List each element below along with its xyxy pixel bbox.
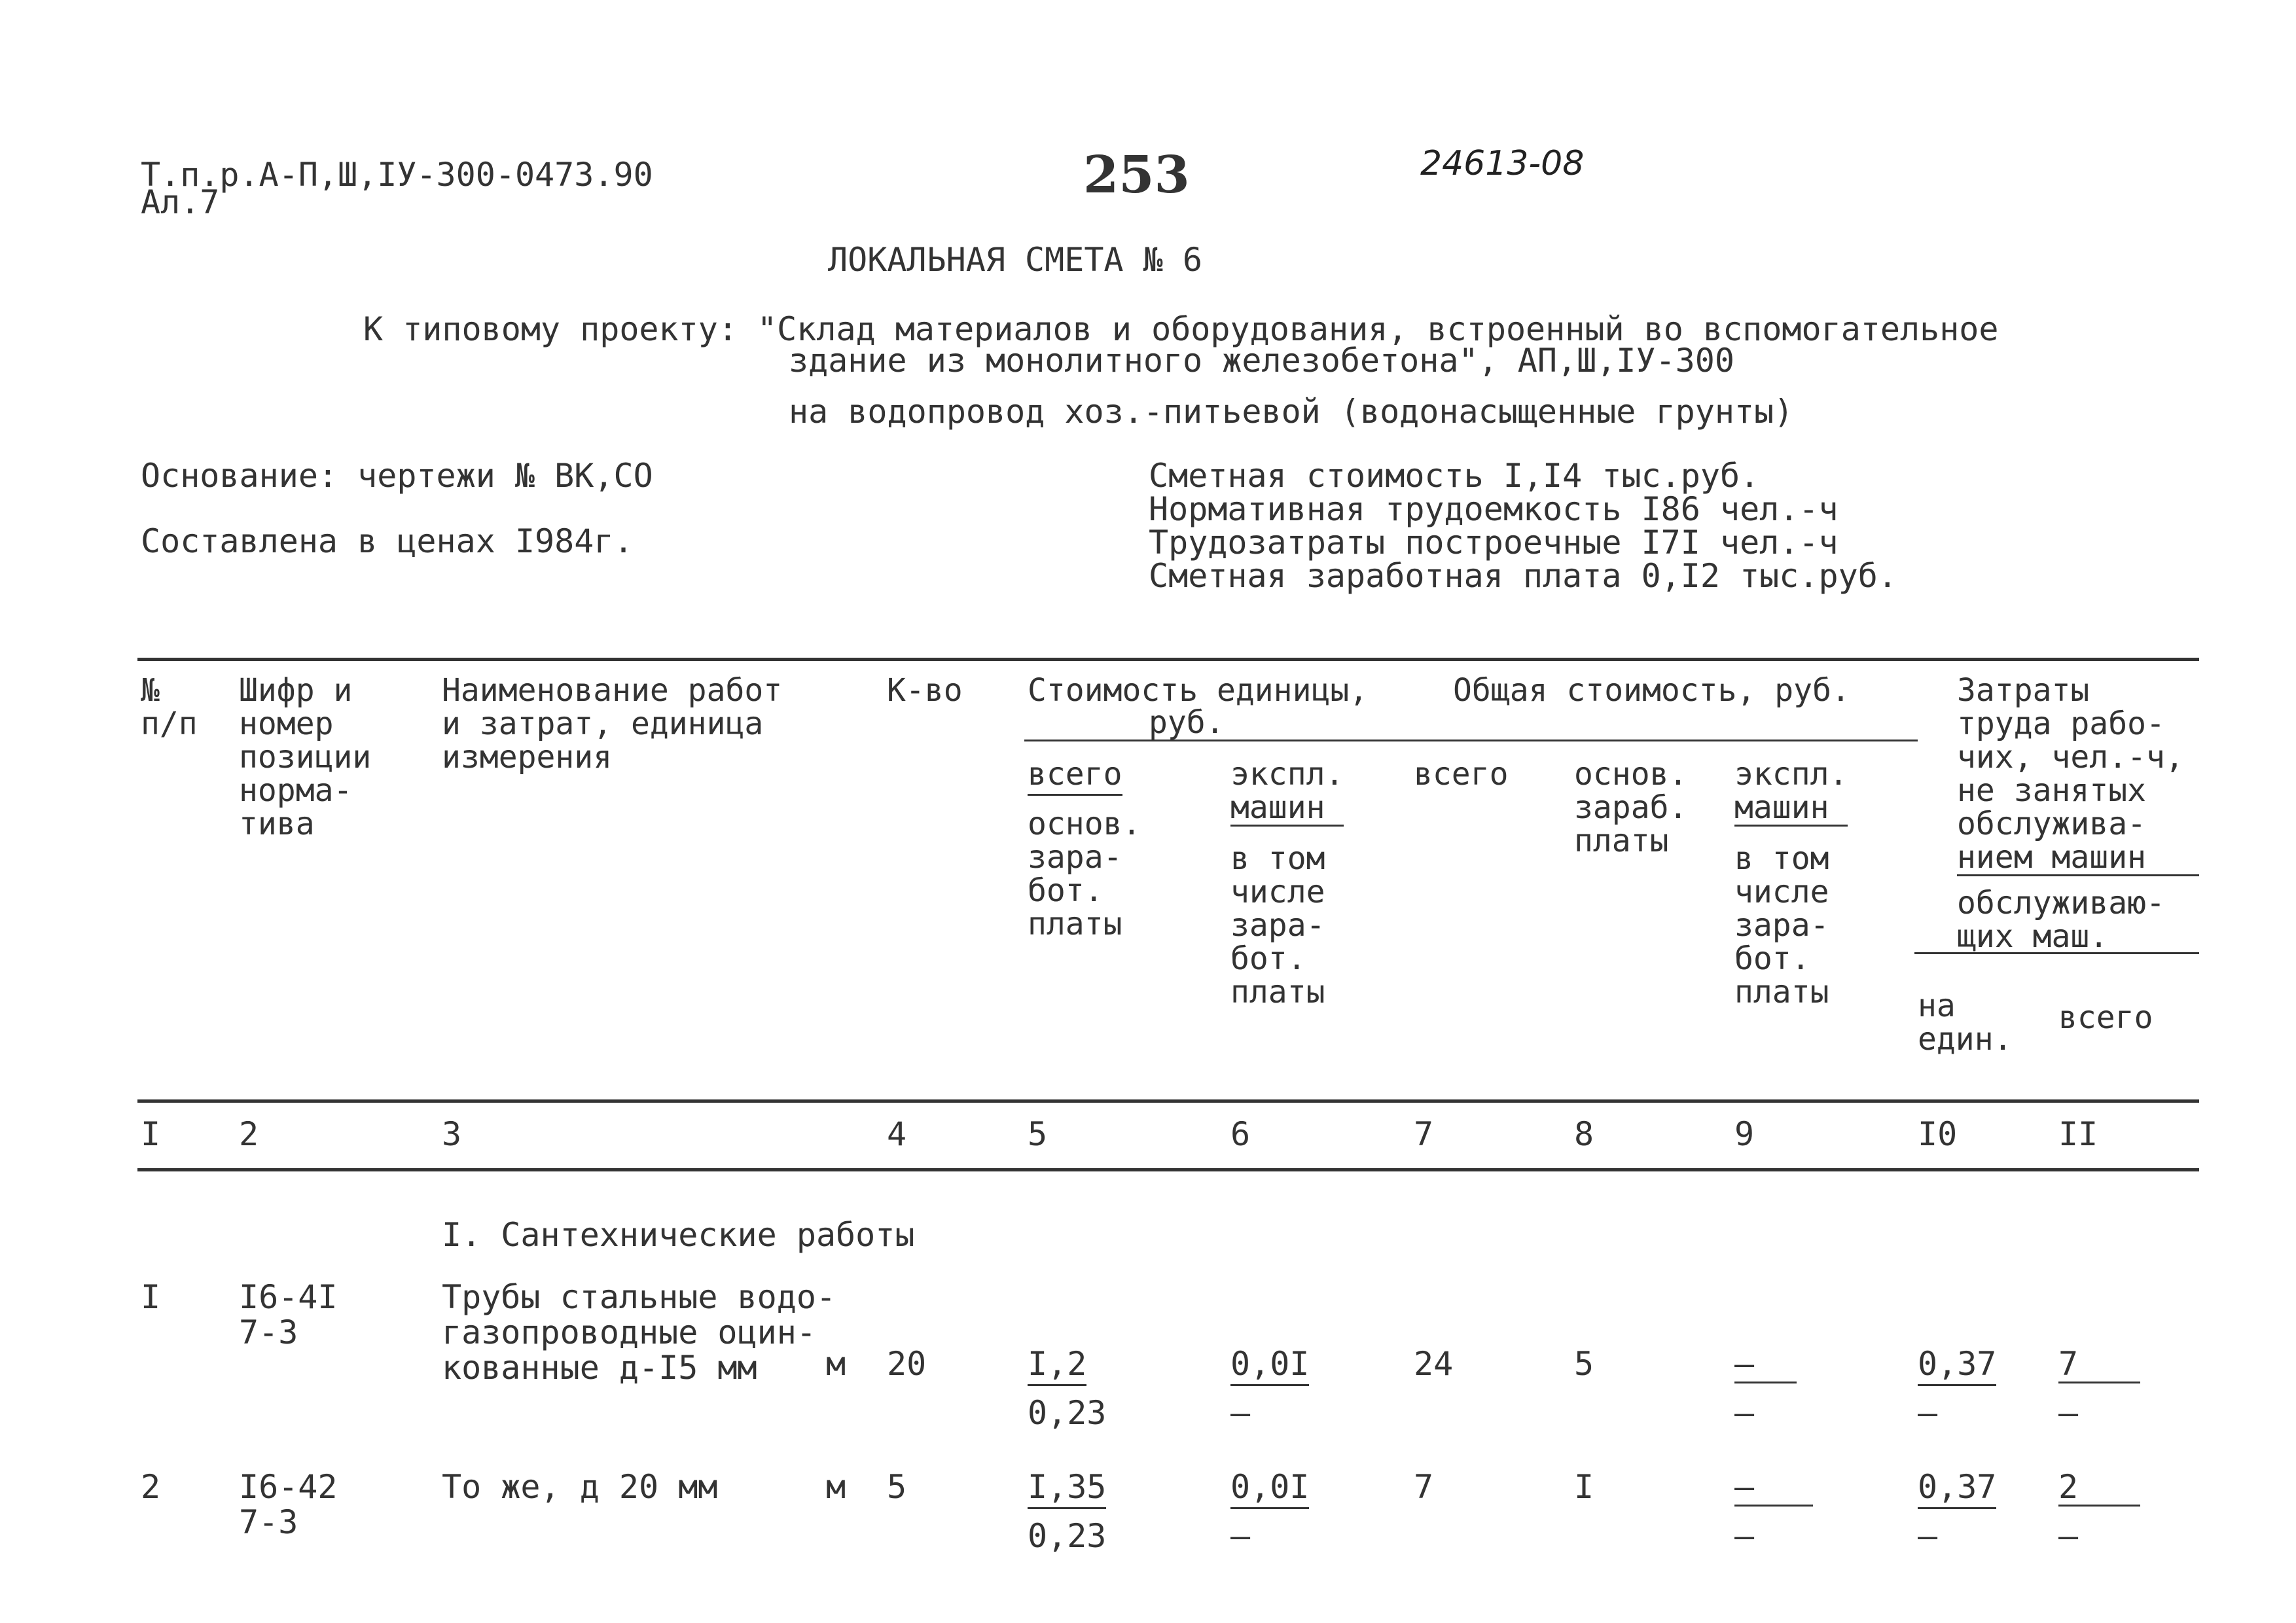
header-labor-machines: обслуживаю-	[1957, 885, 2165, 921]
header-unit-cost-rub: руб.	[1149, 704, 1225, 741]
header-col8: основ. зараб. платы	[1574, 756, 1688, 859]
header-col6-top: экспл. машин	[1230, 756, 1344, 826]
header-col11: всего	[2058, 999, 2153, 1036]
header-labor-underlined: нием машин	[1957, 841, 2199, 876]
row-number: I	[141, 1278, 161, 1316]
row-unit-machines-wage: –	[1230, 1394, 1251, 1432]
column-number: 9	[1734, 1115, 1755, 1153]
header-unit-cost: Стоимость единицы,	[1028, 672, 1369, 709]
handwritten-number: 24613-08	[1420, 144, 1585, 183]
row-total-wage: 5	[1574, 1345, 1594, 1383]
row-name: То же, д 20 мм	[442, 1468, 718, 1506]
row-labor-unit: 0,37	[1918, 1346, 1996, 1382]
row-unit-machines-wage: –	[1230, 1517, 1251, 1555]
header-bottom-rule	[137, 1099, 2199, 1103]
header-col5-bottom: основ. зара- бот. платы	[1028, 806, 1141, 942]
header-col5-top: всего	[1028, 758, 1122, 791]
row-unit-total: I,35	[1028, 1469, 1106, 1505]
row-unit-machines: 0,0I	[1230, 1346, 1309, 1382]
header-col9-top: экспл. машин	[1734, 756, 1848, 826]
column-number: 3	[442, 1115, 462, 1153]
row-labor-total: 2	[2058, 1469, 2140, 1507]
row-total-machines-wage: –	[1734, 1517, 1755, 1555]
header-quantity: К-во	[887, 672, 963, 709]
table-top-rule	[137, 658, 2199, 661]
column-number: I0	[1918, 1115, 1958, 1153]
header-col9-bottom: в том числе зара- бот. платы	[1734, 840, 1829, 1010]
column-numbers-rule	[137, 1168, 2199, 1171]
row-total-machines: –	[1734, 1346, 1797, 1383]
row-unit: м	[826, 1345, 846, 1383]
page-number: 253	[1083, 145, 1190, 205]
basis-text: Основание: чертежи № ВК,СО	[141, 457, 653, 495]
row-total-machines-wage: –	[1734, 1394, 1755, 1432]
row-name: Трубы стальные водо- газопроводные оцин- кованные д-I5 мм	[442, 1278, 836, 1387]
row-unit: м	[826, 1468, 846, 1506]
summary-wage: Сметная заработная плата 0,I2 тыс.руб.	[1149, 557, 1897, 595]
header-col7: всего	[1414, 756, 1509, 793]
header-total-cost: Общая стоимость, руб.	[1453, 672, 1850, 709]
project-line-3: на водопровод хоз.-питьевой (водонасыщенные грунты)	[789, 393, 1794, 431]
row-labor-unit-machines: –	[1918, 1394, 1938, 1432]
column-number: 2	[239, 1115, 259, 1153]
row-code: I6-4I 7-3	[239, 1278, 338, 1351]
row-quantity: 20	[887, 1345, 927, 1383]
section-heading: I. Сантехнические работы	[442, 1216, 915, 1254]
summary-norm-labor: Нормативная трудоемкость I86 чел.-ч	[1149, 490, 1839, 528]
project-line-1: К типовому проекту: "Склад материалов и оборудования, встроенный во вспомогательное	[363, 310, 1999, 348]
row-total-machines: –	[1734, 1469, 1813, 1507]
row-labor-unit: 0,37	[1918, 1469, 1996, 1505]
document-code: Т.п.р.А-П,Ш,IУ-300-0473.90	[141, 156, 653, 194]
row-labor-total: 7	[2058, 1346, 2140, 1383]
column-number: I	[141, 1115, 161, 1153]
header-labor-machines-underlined: щих маш.	[1957, 918, 2109, 955]
summary-cost: Сметная стоимость I,I4 тыс.руб.	[1149, 457, 1760, 495]
row-labor-total-machines: –	[2058, 1394, 2079, 1432]
header-labor: Затраты труда рабо- чих, чел.-ч, не занятых обслужива-	[1957, 672, 2184, 842]
header-col10: на един.	[1918, 988, 2013, 1058]
row-labor-total-machines: –	[2058, 1517, 2079, 1555]
project-line-2: здание из монолитного железобетона", АП,Ш,IУ-300	[789, 342, 1734, 380]
row-unit-wage: 0,23	[1028, 1517, 1107, 1555]
row-quantity: 5	[887, 1468, 907, 1506]
column-number: 5	[1028, 1115, 1048, 1153]
row-code: I6-42 7-3	[239, 1468, 338, 1541]
sheet-number: Ал.7	[141, 183, 220, 221]
row-unit-wage: 0,23	[1028, 1394, 1107, 1432]
row-labor-unit-machines: –	[1918, 1517, 1938, 1555]
column-number: 4	[887, 1115, 907, 1153]
column-number: 8	[1574, 1115, 1594, 1153]
row-unit-total: I,2	[1028, 1346, 1086, 1382]
column-number: II	[2058, 1115, 2098, 1153]
row-total: 7	[1414, 1468, 1434, 1506]
header-code: Шифр и номер позиции норма- тива	[239, 672, 372, 842]
summary-site-labor: Трудозатраты построечные I7I чел.-ч	[1149, 524, 1839, 562]
row-unit-machines: 0,0I	[1230, 1469, 1309, 1505]
header-row-number: № п/п	[141, 672, 198, 742]
row-total-wage: I	[1574, 1468, 1594, 1506]
column-number: 7	[1414, 1115, 1434, 1153]
estimate-title: ЛОКАЛЬНАЯ СМЕТА № 6	[828, 241, 1202, 279]
row-number: 2	[141, 1468, 161, 1506]
header-name: Наименование работ и затрат, единица измерения	[442, 672, 783, 776]
header-col6-bottom: в том числе зара- бот. платы	[1230, 840, 1325, 1010]
prices-text: Составлена в ценах I984г.	[141, 522, 634, 560]
column-number: 6	[1230, 1115, 1251, 1153]
row-total: 24	[1414, 1345, 1454, 1383]
